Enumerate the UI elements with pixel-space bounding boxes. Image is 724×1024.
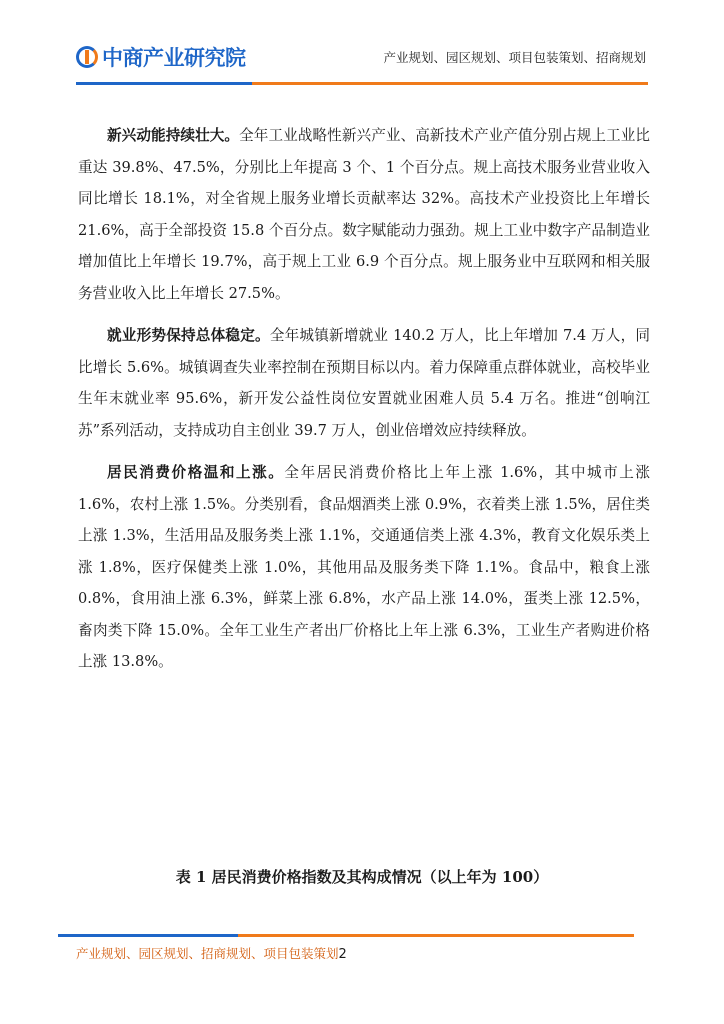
- header-divider-orange: [252, 82, 648, 85]
- paragraph-consumer-prices: [78, 457, 650, 678]
- page-footer: [76, 944, 347, 962]
- logo: [76, 42, 246, 72]
- logo-icon: [76, 46, 98, 68]
- paragraph-lead: 居民消费价格温和上涨。: [107, 464, 285, 481]
- paragraph-text: 全年居民消费价格比上年上涨 1.6%，其中城市上涨 1.6%，农村上涨 1.5%。分类别看，食品烟酒类上涨 0.9%，衣着类上涨 1.5%，居住类上涨 1.3%，生活用品及服务类上涨 1.1%，交通通信类上涨 4.3%，教育文化娱乐类上涨 1.8%，医疗保健类上涨 1.0%，其他用品及服务类下降 1.1%。食品中，粮食上涨 0.8%，食用油上涨 6.3%，鲜菜上涨 6.8%，水产品上涨 14.0%，蛋类上涨 12.5%，畜肉类下降 15.0%。全年工业生产者出厂价格比上年上涨 6.3%，工业生产者购进价格上涨 13.8%。: [78, 464, 650, 670]
- document-body: [78, 120, 650, 689]
- footer-divider-orange: [238, 934, 634, 937]
- paragraph-employment: [78, 320, 650, 446]
- page-header: [0, 0, 724, 92]
- paragraph-lead: 新兴动能持续壮大。: [107, 127, 240, 144]
- paragraph-lead: 就业形势保持总体稳定。: [107, 327, 270, 344]
- table-caption: 表 1 居民消费价格指数及其构成情况（以上年为 100）: [175, 868, 549, 886]
- footer-divider-blue: [58, 934, 238, 937]
- paragraph-emerging-drivers: [78, 120, 650, 309]
- paragraph-text: 全年城镇新增就业 140.2 万人，比上年增加 7.4 万人，同比增长 5.6%。城镇调查失业率控制在预期目标以内。着力保障重点群体就业，高校毕业生年末就业率 95.6%，新开发公益性岗位安置就业困难人员 5.4 万名。推进“创响江苏”系列活动，支持成功自主创业 39.7 万人，创业倍增效应持续释放。: [78, 327, 650, 439]
- header-tagline: 产业规划、园区规划、项目包装策划、招商规划: [383, 50, 646, 65]
- footer-tagline: 产业规划、园区规划、招商规划、项目包装策划: [76, 946, 339, 961]
- page-number: 2: [338, 947, 347, 962]
- header-divider-blue: [76, 82, 256, 85]
- logo-text: 中商产业研究院: [102, 46, 246, 70]
- paragraph-text: 全年工业战略性新兴产业、高新技术产业产值分别占规上工业比重达 39.8%、47.5%，分别比上年提高 3 个、1 个百分点。规上高技术服务业营业收入同比增长 18.1%，对全省规上服务业增长贡献率达 32%。高技术产业投资比上年增长 21.6%，高于全部投资 15.8 个百分点。数字赋能动力强劲。规上工业中数字产品制造业增加值比上年增长 19.7%，高于规上工业 6.9 个百分点。规上服务业中互联网和相关服务营业收入比上年增长 27.5%。: [78, 127, 650, 302]
